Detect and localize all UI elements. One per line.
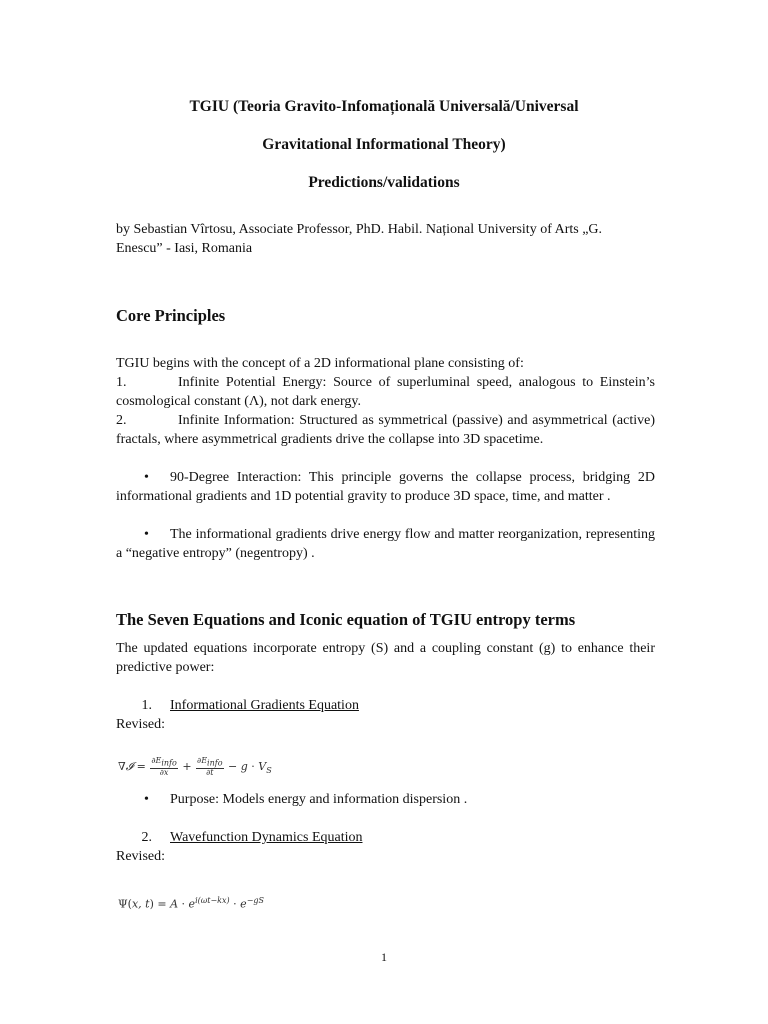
title-line-2: Gravitational Informational Theory) [262,136,506,153]
section-heading-seven-equations: The Seven Equations and Iconic equation of TGIU entropy terms [116,610,576,629]
core-item-2 [116,411,655,449]
bullet-item [116,525,655,563]
title-line-3: Predictions/validations [308,174,460,191]
seven-intro: The updated equations incorporate entropy (S) and a coupling constant (g) to enhance their predictive power: [116,641,655,675]
bullet-item [116,468,655,506]
equation-1-formula: ∇𝓘 = $\frac{\partial E_{info}}{\partial x}$ + $\frac{\partial E_{info}}{\partial t}$ − $g \cdot V_S$ [118,756,272,777]
bullet-item [116,790,655,809]
equation-1-title: Informational Gradients Equation [170,698,359,713]
equation-2-formula: Ψ(x, $t) = A \cdot e^{i(\omega t-kx)} \cdot e^{-gS}$ [118,896,264,911]
section-heading-core-principles: Core Principles [116,306,226,325]
list-item-text: Infinite Potential Energy: Source of superluminal speed, analogous to Einstein’s cosmological constant (Λ), not dark energy. [116,375,655,409]
title-line-1: TGIU (Teoria Gravito-Infomațională Universală/Universal [189,98,579,115]
core-intro: TGIU begins with the concept of a 2D informational plane consisting of: [116,356,524,371]
equation-2-revised-label: Revised: [116,849,165,864]
core-item-1 [116,373,655,411]
equation-1-title-row [116,696,655,715]
byline-line-1: by Sebastian Vîrtosu, Associate Professor, PhD. Habil. Național University of Arts „G. [116,222,603,237]
bullet-text: The informational gradients drive energy flow and matter reorganization, representing a “negative entropy” (negentropy) . [116,527,655,561]
equation-2-title-row [116,828,655,847]
list-item-text: Infinite Information: Structured as symmetrical (passive) and asymmetrical (active) fractals, where asymmetrical gradients drive the collapse into 3D spacetime. [116,413,655,447]
list-number: 1. [116,375,127,390]
equation-1-purpose: Purpose: Models energy and information dispersion . [170,792,468,807]
equation-2-title: Wavefunction Dynamics Equation [170,830,363,845]
byline [116,220,655,258]
bullet-icon: • [144,470,149,485]
equation-1-revised-label: Revised: [116,717,165,732]
bullet-text: 90-Degree Interaction: This principle governs the collapse process, bridging 2D informational gradients and 1D potential gravity to produce 3D space, time, and matter . [116,470,655,504]
bullet-icon: • [144,527,149,542]
bullet-icon: • [144,792,149,807]
list-number: 1. [141,698,152,713]
byline-line-2: Enescu” - Iasi, Romania [116,241,253,256]
list-number: 2. [141,830,152,845]
page-number: 1 [381,950,387,964]
list-number: 2. [116,413,127,428]
